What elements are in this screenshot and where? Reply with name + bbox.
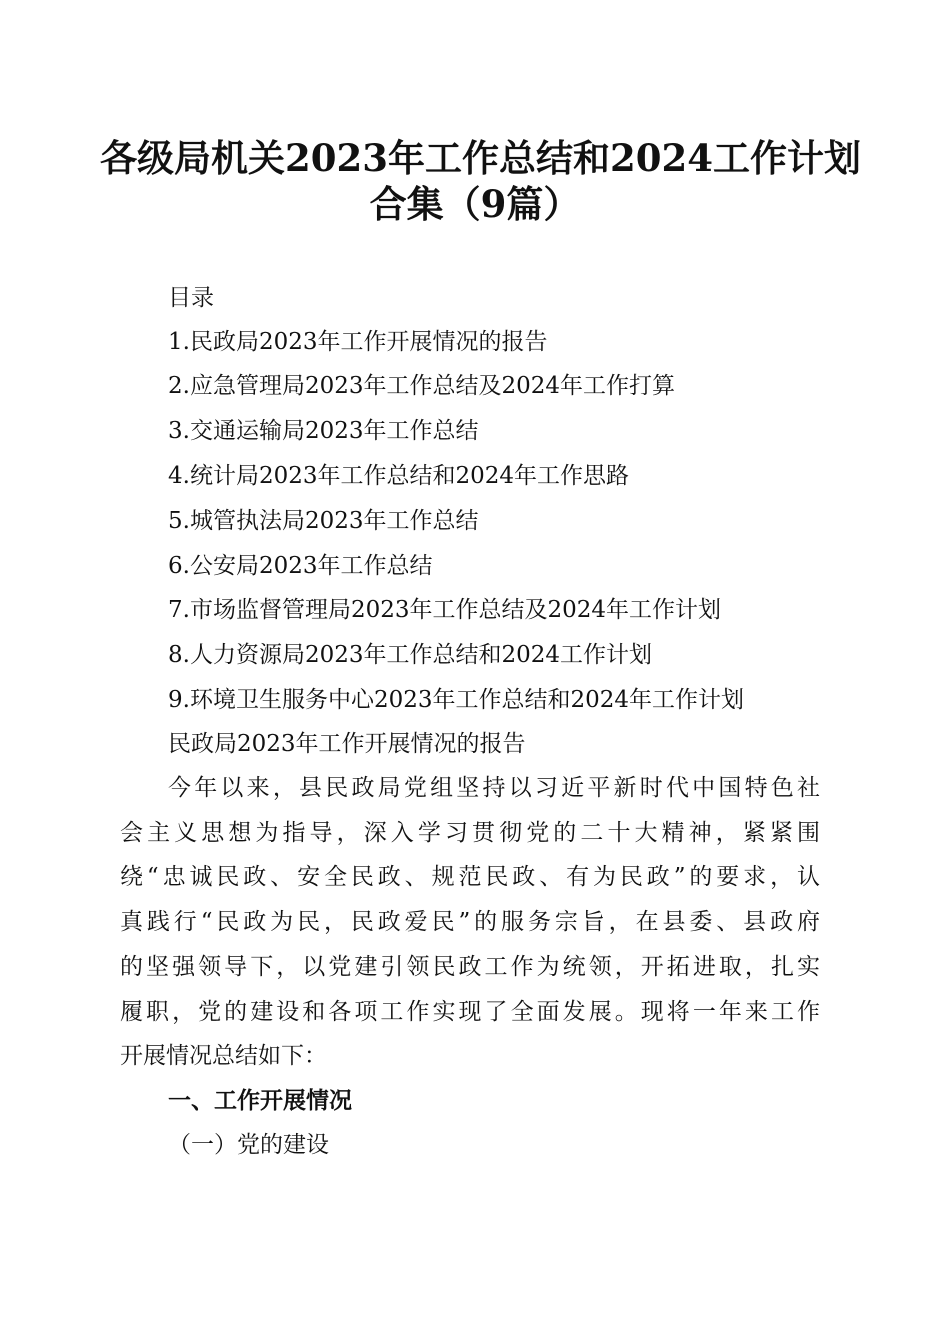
paragraph-line: 开展情况总结如下： [120,1043,327,1069]
toc-item: 1.民政局2023年工作开展情况的报告 [168,329,548,355]
toc-item: 9.环境卫生服务中心2023年工作总结和2024年工作计划 [168,687,745,713]
toc-item: 3.交通运输局2023年工作总结 [168,418,479,444]
paragraph-line: 今年以来，县民政局党组坚持以习近平新时代中国特色社 [168,775,820,801]
toc-item: 6.公安局2023年工作总结 [168,553,433,579]
document-title-line-2: 合集（9篇） [369,182,581,226]
toc-item: 7.市场监督管理局2023年工作总结及2024年工作计划 [168,597,722,623]
paragraph-line: 的坚强领导下，以党建引领民政工作为统领，开拓进取，扎实 [120,954,820,980]
toc-heading: 目录 [168,285,214,311]
toc-item: 2.应急管理局2023年工作总结及2024年工作打算 [168,373,676,399]
section-heading: 一、工作开展情况 [168,1088,352,1114]
article-title: 民政局2023年工作开展情况的报告 [168,731,526,757]
paragraph-line: 会主义思想为指导，深入学习贯彻党的二十大精神，紧紧围 [120,820,820,846]
toc-item: 5.城管执法局2023年工作总结 [168,508,479,534]
toc-item: 4.统计局2023年工作总结和2024年工作思路 [168,463,630,489]
paragraph-line: 绕“忠诚民政、安全民政、规范民政、有为民政”的要求，认 [120,864,820,890]
paragraph-line: 真践行“民政为民，民政爱民”的服务宗旨，在县委、县政府 [120,909,820,935]
paragraph-line: 履职，党的建设和各项工作实现了全面发展。现将一年来工作 [120,999,820,1025]
document-title-line-1: 各级局机关2023年工作总结和2024工作计划 [100,136,861,180]
subsection-heading: （一）党的建设 [168,1132,329,1158]
toc-item: 8.人力资源局2023年工作总结和2024工作计划 [168,642,653,668]
